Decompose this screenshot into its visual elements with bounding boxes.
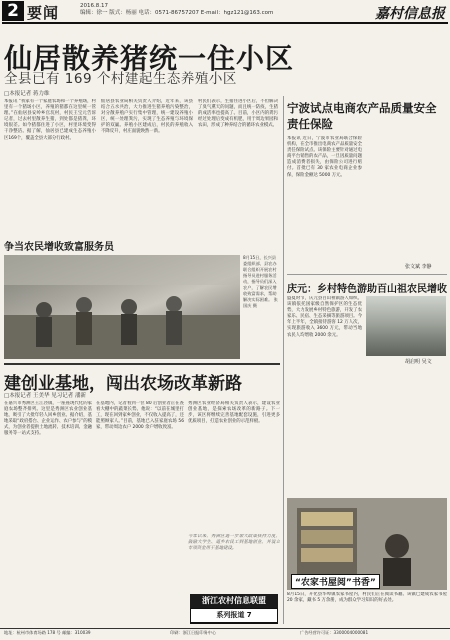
photo1-caption-body: 8月15日，长兴县委组织部、县农办联合组织开展农村指导员进村服务活动，指导员们深入农户，了解农民增收致富需求，帮助解决实际困难。 张国庆 摄 [243, 255, 278, 308]
sidebar1-body-cont [366, 136, 446, 262]
sidebar2-body-extra-1 [287, 366, 362, 496]
news-photo-farm-visit [4, 255, 240, 359]
photo-scene-icon [4, 255, 240, 359]
sidebar2-body: 盛夏时节，庆元县百山祖镇游人如织。该镇依托国家级自然保护区的生态优势，大力发展乡村特色旅游，开发了农家乐、民宿、生态采摘等旅游项目。今年上半年，全镇接待游客 12 万人次，实现旅游收入 3600 万元，带动当地农民人均增收 2000 余元。 [287, 296, 362, 338]
story2-byline: □本报记者 王美华 见习记者 潘新 [4, 393, 86, 399]
story2-headline: 建创业基地，闯出农场改革新路 [4, 374, 242, 394]
reading-room-photo [287, 498, 447, 590]
story2-column-1: 在嘉兴市秀洲区王江泾镇，一座座现代化的家庭农场整齐排列。这里是秀洲区农业创业基地，吸引了大批年轻人回乡创业。据介绍，基地采取“政府搭台、企业运作、农户参与”的模式，为创业者提供土地流转、技术培训、金融服务等一站式支持。 [4, 401, 92, 437]
footer-print: 印刷：浙江日报印务中心 [170, 630, 217, 635]
sidebar1-byline: 张文斌 李静 [405, 264, 432, 270]
footer-address: 地址：杭州市体育场路 178 号 邮编：310039 [4, 630, 91, 635]
column-divider [283, 96, 284, 624]
section-title: 要闻 [27, 4, 60, 22]
sidebar-rule [287, 274, 447, 275]
series-banner-title: 浙江农村信息联盟 [190, 594, 278, 608]
header-meta [80, 3, 290, 17]
masthead-brand: 嘉村信息报 [375, 6, 445, 22]
sidebar2-photo [366, 296, 446, 356]
header-date: 2016.8.17 [80, 3, 108, 9]
page-number: 2 [2, 1, 24, 21]
header-rule [2, 22, 448, 24]
lead-column-2: 仙居县农业局相关负责人介绍，近年来，该县结合五水共治，大力推进生猪养殖污染整治，对分散养殖户实行集中管理，统一建设养殖小区，统一处理粪污，实现了生态养殖与环境保护的双赢。养殖小区建成后，村民的养殖收入不降反升，村庄面貌焕然一新。 [101, 99, 193, 135]
lead-column-1: 本报讯 “我家有一个家庭农场和一个养殖场，村里有一个猪场小区，养殖的猪都在这里统一管理。”在仙居县安岭乡官坑村，村民王宝元告诉记者，过去村里散养生猪，到处都是猪粪，环境很差。如今猪都住进了小区，村里环境变得干净整洁。据了解，仙居县已建成生态养殖小区169个，覆盖全县大部分行政村。 [4, 99, 96, 141]
lead-subhead: 全县已有 169 个村建起生态养殖小区 [4, 71, 237, 87]
story2-column-3: 秀洲区农业经济局相关负责人表示，建设农业创业基地，是探索农场改革的新路子。下一步，该区将继续完善基地配套设施，引进更多优质项目，打造农业创业的示范样板。 [188, 401, 280, 425]
photo1-caption-title: 争当农民增收致富服务员 [4, 242, 114, 253]
story2-rule [4, 363, 280, 365]
lead-byline: □本报记者 蒋力维 [4, 91, 50, 97]
series-banner-subtitle: 系列报道 7 [190, 608, 278, 623]
photo2-caption-title: “农家书屋阅”书香” [291, 574, 380, 589]
sidebar2-byline: 胡启明 吴文 [405, 359, 432, 365]
sidebar2-headline: 庆元：乡村特色游助百山祖农民增收 [287, 284, 447, 295]
lead-column-3: 村民们表示，生猪住进小区后，不但解决了臭气熏天的问题，而且统一防疫，生猪的成活率也提高了。目前，小区内的粪污经过处理后变成有机肥，用于周边果园和农田，形成了种养结合的循环农业模式。 [198, 99, 278, 129]
photo2-caption-body: 8月15日，开化县华埠镇农家书屋内，村民们正在阅读书籍。该镇已建成农家书屋 20 余家，藏书 5 万余册，成为群众学习知识的好去处。 [287, 592, 447, 604]
sidebar1-headline: 宁波试点电商农产品质量安全责任保险 [287, 101, 437, 131]
page-footer [0, 628, 450, 640]
series-banner [190, 594, 278, 624]
footer-license: 广告经营许可证：3300004000081 [300, 630, 369, 635]
story2-quote: 今年以来，秀洲区进一步加大政策扶持力度，鼓励大学生、返乡农民工到基地创业，并设立专项资金用于基地建设。 [188, 534, 280, 552]
sidebar2-body-extra-2 [366, 366, 446, 496]
sidebar1-body: 本报讯 近日，宁波市农业局联合保险机构，在全市推出电商农产品质量安全责任保险试点。该保险主要针对通过电商平台销售的农产品，一旦因质量问题造成消费者损失，由保险公司进行赔付。首批已有 30 家农业电商企业参保，保险金额达 5000 万元。 [287, 136, 362, 178]
lead-headline: 仙居散养猪统一住小区 [4, 42, 295, 75]
story2-column-2: 在基地内，记者看到一位 80 后创业者正在查看大棚中的蔬菜长势。他说：“以前在城里打工，现在回到家乡创业，不仅收入提高了，还能照顾家人。”目前，基地已入驻家庭农场 56 家，带动周边农户 2000 余户增收致富。 [96, 401, 184, 431]
header-contacts: 编辑：徐一 版式：杨丽 电话：0571-86757207 E-mail：hgz121@163.com [80, 10, 274, 16]
